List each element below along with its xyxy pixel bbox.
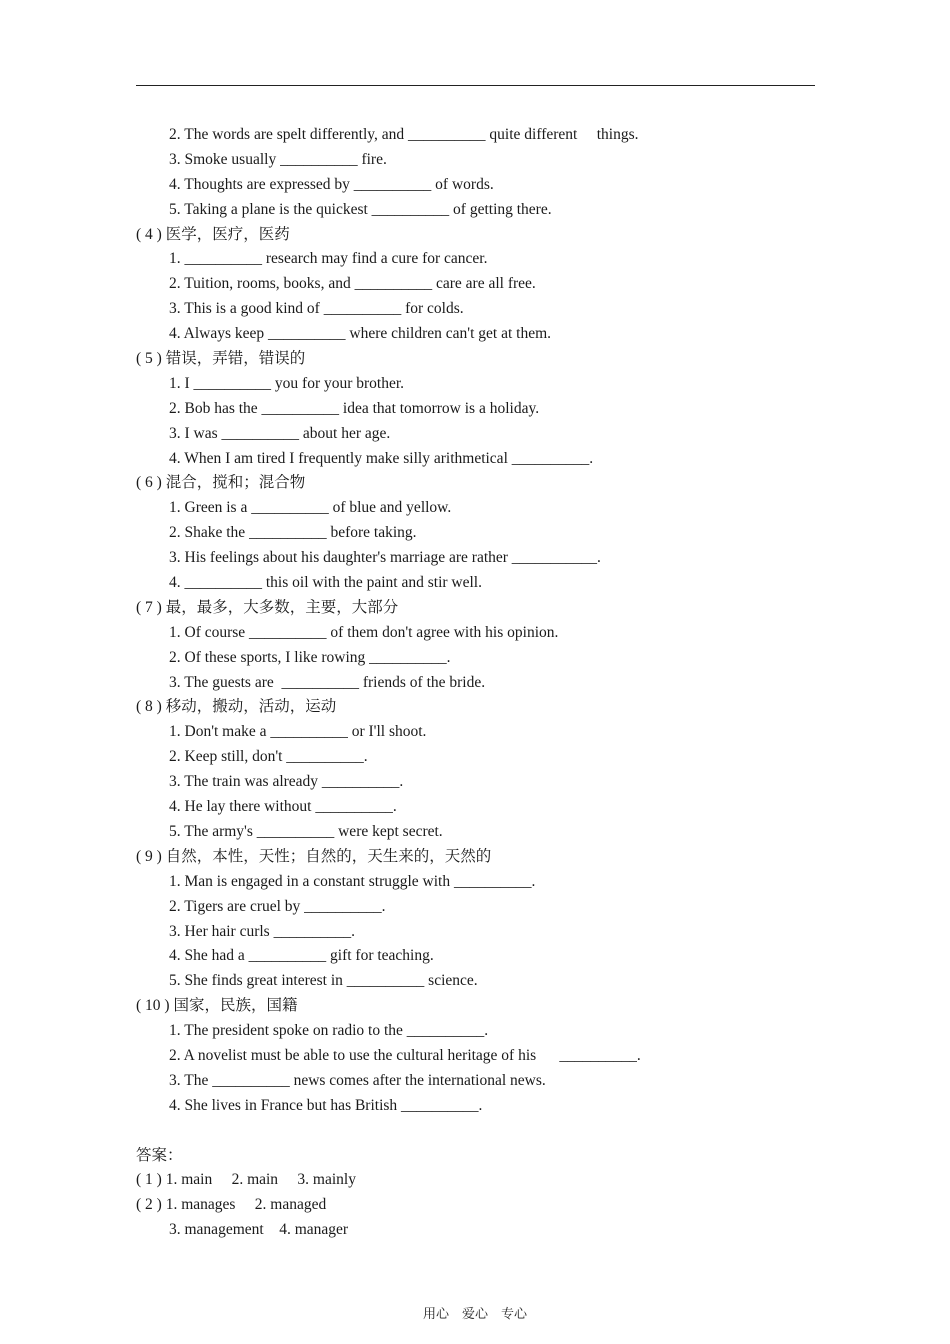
exercise-item: 1. Green is a __________ of blue and yellow.: [169, 499, 452, 517]
exercise-item: 1. __________ research may find a cure for cancer.: [169, 250, 488, 268]
answer-line: ( 1 ) 1. main 2. main 3. mainly: [136, 1171, 356, 1189]
exercise-item: 1. Man is engaged in a constant struggle with __________.: [169, 872, 536, 890]
exercise-item: 3. The __________ news comes after the international news.: [169, 1071, 546, 1089]
section-heading-7: ( 7 ) 最，最多，大多数，主要，大部分: [136, 598, 399, 616]
section-heading-10: ( 10 ) 国家，民族，国籍: [136, 997, 298, 1015]
exercise-item: 2. Of these sports, I like rowing __________.: [169, 648, 451, 666]
exercise-item: 1. Of course __________ of them don't agree with his opinion.: [169, 623, 559, 641]
exercise-item: 3. I was __________ about her age.: [169, 424, 391, 442]
exercise-item: 2. Bob has the __________ idea that tomorrow is a holiday.: [169, 399, 540, 417]
exercise-item: 2. The words are spelt differently, and __________ quite different things.: [169, 126, 639, 143]
section-heading-9: ( 9 ) 自然，本性，天性；自然的，天生来的，天然的: [136, 847, 492, 865]
exercise-item: 4. When I am tired I frequently make silly arithmetical __________.: [169, 449, 594, 467]
exercise-item: 5. The army's __________ were kept secret.: [169, 822, 443, 840]
exercise-item: 2. Keep still, don't __________.: [169, 748, 368, 766]
exercise-item: 5. Taking a plane is the quickest __________ of getting there.: [169, 200, 552, 218]
exercise-item: 5. She finds great interest in __________ science.: [169, 972, 478, 990]
exercise-item: 2. Tuition, rooms, books, and __________ care are all free.: [169, 275, 536, 293]
exercise-item: 4. Thoughts are expressed by __________ of words.: [169, 175, 494, 193]
exercise-item: 3. This is a good kind of __________ for colds.: [169, 300, 464, 318]
exercise-item: 4. She had a __________ gift for teaching.: [169, 947, 434, 965]
exercise-item: 4. __________ this oil with the paint and stir well.: [169, 574, 482, 592]
exercise-item: 2. Shake the __________ before taking.: [169, 524, 417, 542]
spacer: [136, 1119, 816, 1144]
section-heading-8: ( 8 ) 移动，搬动，活动，运动: [136, 698, 337, 716]
exercise-item: 3. Smoke usually __________ fire.: [169, 150, 387, 168]
answer-line: ( 2 ) 1. manages 2. managed: [136, 1196, 327, 1214]
exercise-item: 3. His feelings about his daughter's marriage are rather ___________.: [169, 549, 601, 567]
exercise-item: 4. She lives in France but has British __________.: [169, 1096, 483, 1114]
exercise-item: 4. Always keep __________ where children can't get at them.: [169, 325, 552, 343]
page-footer: 用心 爱心 专心: [422, 1306, 527, 1321]
section-heading-5: ( 5 ) 错误，弄错，错误的: [136, 350, 306, 368]
exercise-item: 2. A novelist must be able to use the cultural heritage of his __________.: [169, 1046, 641, 1064]
section-heading-6: ( 6 ) 混合，搅和；混合物: [136, 474, 306, 492]
header-rule: [136, 85, 815, 86]
answers-heading: 答案：: [136, 1146, 183, 1164]
exercise-item: 3. Her hair curls __________.: [169, 922, 355, 940]
worksheet-body: [136, 123, 816, 1243]
exercise-item: 1. The president spoke on radio to the __________.: [169, 1022, 489, 1040]
exercise-item: 1. Don't make a __________ or I'll shoot.: [169, 723, 427, 741]
section-heading-4: ( 4 ) 医学，医疗，医药: [136, 225, 290, 243]
exercise-item: 2. Tigers are cruel by __________.: [169, 897, 386, 915]
exercise-item: 1. I __________ you for your brother.: [169, 374, 405, 392]
exercise-item: 4. He lay there without __________.: [169, 798, 397, 816]
exercise-item: 3. The guests are __________ friends of the bride.: [169, 673, 486, 691]
exercise-item: 3. The train was already __________.: [169, 773, 404, 791]
answer-line: 3. management 4. manager: [169, 1221, 349, 1239]
